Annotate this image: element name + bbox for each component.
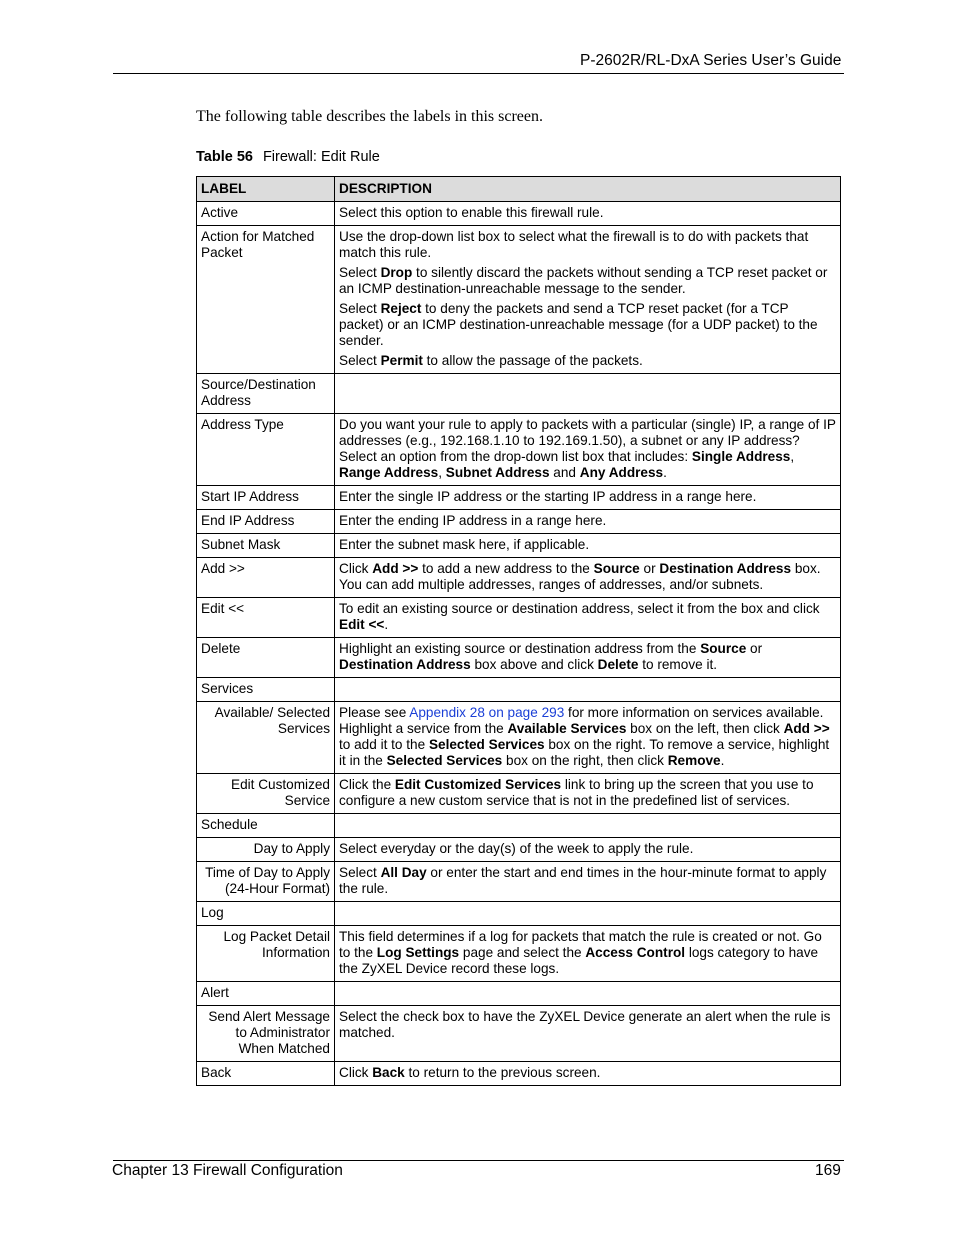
table-row (197, 534, 841, 558)
page-number: 169 (815, 1162, 841, 1179)
row-label: End IP Address (197, 510, 335, 534)
desc-paragraph: Select Drop to silently discard the packets without sending a TCP reset packet or an ICMP destination-unreachable message to the sender. (339, 265, 828, 296)
row-label: Alert (197, 982, 335, 1006)
row-description (335, 814, 841, 838)
row-label: Edit Customized Service (197, 774, 335, 814)
table-row (197, 1006, 841, 1062)
table-row (197, 598, 841, 638)
row-label: Add >> (197, 558, 335, 598)
row-label: Schedule (197, 814, 335, 838)
chapter-footer: Chapter 13 Firewall Configuration (112, 1162, 343, 1179)
row-label: Available/ Selected Services (197, 702, 335, 774)
row-label: Edit << (197, 598, 335, 638)
row-label: Start IP Address (197, 486, 335, 510)
desc-paragraph: Select Permit to allow the passage of the packets. (339, 353, 643, 368)
row-description: Enter the ending IP address in a range here. (335, 510, 841, 534)
row-label: Active (197, 202, 335, 226)
table-number: Table 56 (196, 149, 253, 165)
table-row (197, 702, 841, 774)
table-row (197, 202, 841, 226)
row-description: Do you want your rule to apply to packets with a particular (single) IP, a range of IP addresses (e.g., 192.168.1.10 to 192.169.1.50), a subnet or any IP address? Select an option from the drop-down list box that includes: Single Address, Range Address, Subnet Address and Any Address. (335, 414, 841, 486)
appendix-link[interactable]: Appendix 28 on page 293 (409, 705, 565, 720)
label-column-header: LABEL (197, 177, 335, 202)
row-description: This field determines if a log for packets that match the rule is created or not. Go to the Log Settings page and select the Access Control logs category to have the ZyXEL Device record these logs. (335, 926, 841, 982)
firewall-edit-rule-table (196, 176, 841, 1086)
row-description: To edit an existing source or destination address, select it from the box and click Edit <<. (335, 598, 841, 638)
row-label: Back (197, 1062, 335, 1086)
table-row (197, 926, 841, 982)
row-description: Please see Appendix 28 on page 293 for more information on services available. Highlight a service from the Available Services box on the left, then click Add >> to add it to the Selected Services box on the right. To remove a service, highlight it in the Selected Services box on the right, then click Remove. (335, 702, 841, 774)
row-description (335, 678, 841, 702)
table-row (197, 838, 841, 862)
table-row (197, 486, 841, 510)
row-description: Click the Edit Customized Services link to bring up the screen that you use to configure a new custom service that is not in the predefined list of services. (335, 774, 841, 814)
row-label: Log Packet Detail Information (197, 926, 335, 982)
row-description: Select everyday or the day(s) of the week to apply the rule. (335, 838, 841, 862)
table-row (197, 814, 841, 838)
table-row (197, 638, 841, 678)
row-label: Day to Apply (197, 838, 335, 862)
row-description: Click Add >> to add a new address to the Source or Destination Address box. You can add multiple addresses, ranges of addresses, and/or subnets. (335, 558, 841, 598)
header-rule (113, 73, 844, 74)
row-description: Enter the subnet mask here, if applicable. (335, 534, 841, 558)
row-label: Subnet Mask (197, 534, 335, 558)
desc-paragraph: Select Reject to deny the packets and send a TCP reset packet (for a TCP packet) or an ICMP destination-unreachable message (for a UDP packet) to the sender. (339, 301, 818, 348)
footer-rule (113, 1160, 844, 1161)
row-description (335, 982, 841, 1006)
table-row (197, 862, 841, 902)
row-label: Time of Day to Apply (24-Hour Format) (197, 862, 335, 902)
row-label: Address Type (197, 414, 335, 486)
row-label: Send Alert Message to Administrator When Matched (197, 1006, 335, 1062)
row-description: Select the check box to have the ZyXEL Device generate an alert when the rule is matched. (335, 1006, 841, 1062)
table-row (197, 558, 841, 598)
row-label: Source/Destination Address (197, 374, 335, 414)
row-description: Select All Day or enter the start and end times in the hour-minute format to apply the rule. (335, 862, 841, 902)
row-description: Click Back to return to the previous screen. (335, 1062, 841, 1086)
row-label: Action for Matched Packet (197, 226, 335, 374)
table-row (197, 374, 841, 414)
row-description (335, 226, 841, 374)
table-row (197, 902, 841, 926)
table-row (197, 226, 841, 374)
table-title: Firewall: Edit Rule (262, 149, 380, 165)
row-description (335, 374, 841, 414)
row-description: Highlight an existing source or destination address from the Source or Destination Address box above and click Delete to remove it. (335, 638, 841, 678)
table-caption (196, 149, 380, 165)
row-description (335, 902, 841, 926)
desc-paragraph: Use the drop-down list box to select what the firewall is to do with packets that match this rule. (339, 229, 809, 260)
row-label: Log (197, 902, 335, 926)
row-description: Select this option to enable this firewall rule. (335, 202, 841, 226)
row-description: Enter the single IP address or the starting IP address in a range here. (335, 486, 841, 510)
table-row (197, 774, 841, 814)
table-header-row (197, 177, 841, 202)
row-label: Services (197, 678, 335, 702)
table-row (197, 414, 841, 486)
table-row (197, 510, 841, 534)
table-row (197, 1062, 841, 1086)
description-column-header: DESCRIPTION (335, 177, 841, 202)
table-row (197, 678, 841, 702)
guide-title: P-2602R/RL-DxA Series User’s Guide (580, 52, 842, 69)
row-label: Delete (197, 638, 335, 678)
table-row (197, 982, 841, 1006)
intro-text: The following table describes the labels in this screen. (196, 108, 544, 125)
